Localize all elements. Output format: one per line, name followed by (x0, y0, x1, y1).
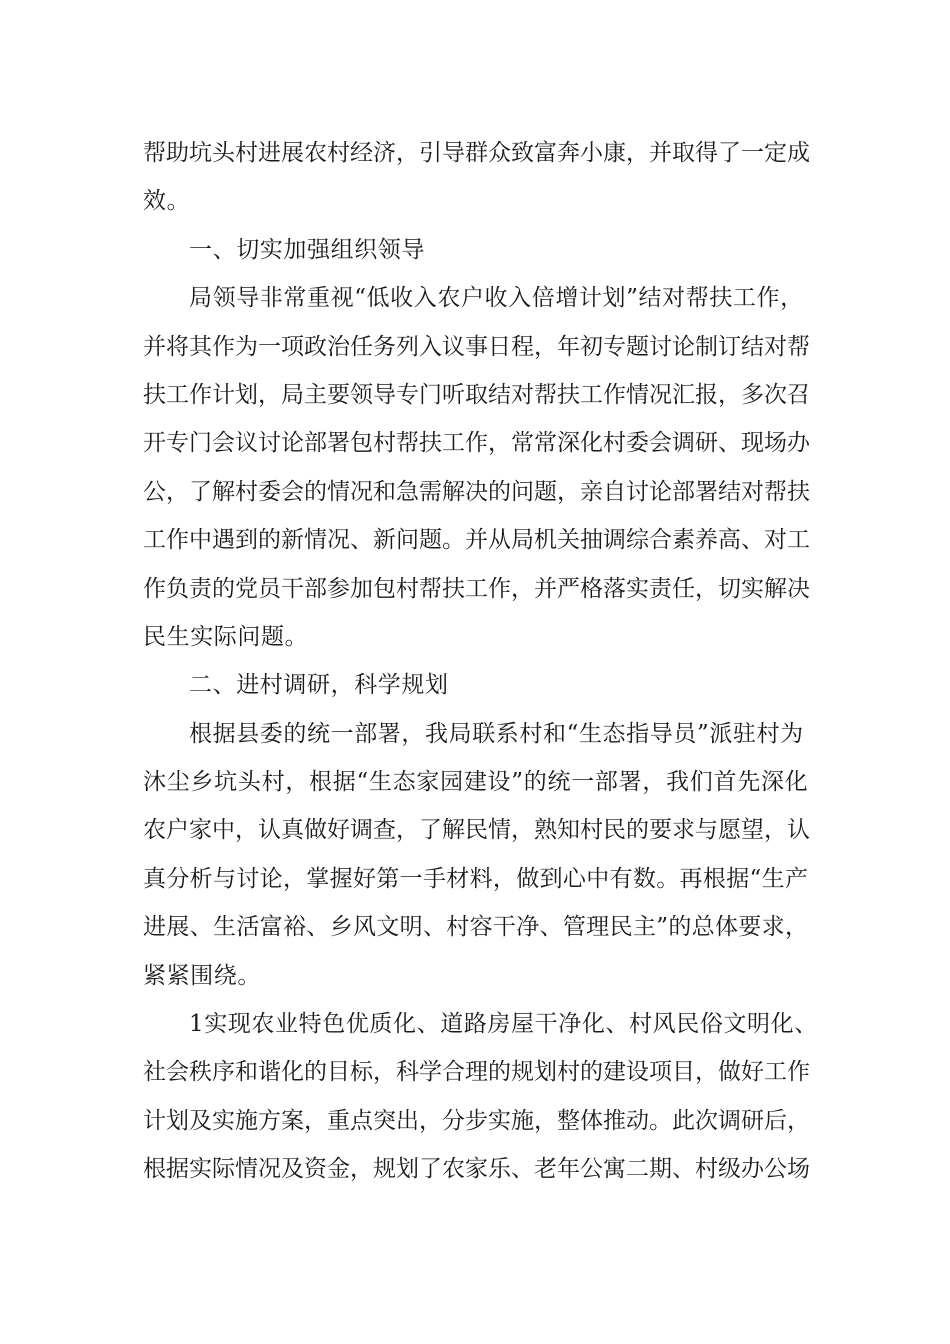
body-line: 并 将 其 作 为 一 项 政 治 任 务 列 入 议 事 日 程 ， 年 初 专 题 讨 论 制 订 结 对 帮 (143, 333, 810, 360)
body-line: 工 作 中 遇 到 的 新 情 况 、 新 问 题 。 并 从 局 机 关 抽 调 综 合 素 养 高 、 对 工 (143, 527, 810, 554)
body-line: 根据县委的统一部署，我局联系村和“生态指导员”派驻村为 (189, 720, 804, 747)
body-line: 进 展 、 生 活 富 裕 、 乡 风 文 明 、 村 容 干 净 、 管 理 民 主 ” 的 总 体 要 求 ， (143, 914, 808, 941)
body-line: 民生实际问题。 (143, 623, 309, 650)
body-line: 农 户 家 中 ， 认 真 做 好 调 查 ， 了 解 民 情 ， 熟 知 村 民 的 要 求 与 愿 望 ， 认 (143, 817, 810, 844)
body-line: 根 据 实 际 情 况 及 资 金 ， 规 划 了 农 家 乐 、 老 年 公 寓 二 期 、 村 级 办 公 场 (143, 1156, 810, 1183)
body-line: 沐 尘 乡 坑 头 村 ， 根 据 “ 生 态 家 园 建 设 ” 的 统 一 部 署 ， 我 们 首 先 深 化 (143, 769, 808, 796)
body-line: 计 划 及 实 施 方 案 ， 重 点 突 出 ， 分 步 实 施 ， 整 体 推 动 。 此 次 调 研 后 ， (143, 1107, 810, 1134)
body-line: 真 分 析 与 讨 论 ， 掌 握 好 第 一 手 材 料 ， 做 到 心 中 有 数 。 再 根 据 “ 生 产 (143, 865, 808, 892)
document-body (143, 129, 818, 1194)
body-line: 公 ， 了 解 村 委 会 的 情 况 和 急 需 解 决 的 问 题 ， 亲 自 讨 论 部 署 结 对 帮 扶 (143, 478, 810, 505)
body-line: 扶 工 作 计 划 ， 局 主 要 领 导 专 门 听 取 结 对 帮 扶 工 作 情 况 汇 报 ， 多 次 召 (143, 381, 810, 408)
body-line: 开 专 门 会 议 讨 论 部 署 包 村 帮 扶 工 作 ， 常 常 深 化 村 委 会 调 研 、 现 场 办 (143, 430, 810, 457)
section-heading-2: 二、进村调研，科学规划 (189, 672, 449, 699)
body-line: 1实现农业特色优质化、道路房屋干净化、村风民俗文明化、 (189, 1011, 818, 1038)
body-line: 社 会 秩 序 和 谐 化 的 目 标 ， 科 学 合 理 的 规 划 村 的 建 设 项 目 ， 做 好 工 作 (143, 1059, 810, 1086)
body-line: 效。 (143, 188, 191, 215)
body-line: 帮 助 坑 头 村 进 展 农 村 经 济 ， 引 导 群 众 致 富 奔 小 康 ， 并 取 得 了 一 定 成 (143, 140, 810, 166)
body-line: 作 负 责 的 党 员 干 部 参 加 包 村 帮 扶 工 作 ， 并 严 格 落 实 责 任 ， 切 实 解 决 (143, 575, 810, 602)
body-line: 局领导非常重视“低收入农户收入倍增计划”结对帮扶工作， (189, 285, 804, 312)
body-line: 紧紧围绕。 (143, 962, 261, 989)
section-heading-1: 一、切实加强组织领导 (189, 236, 425, 263)
